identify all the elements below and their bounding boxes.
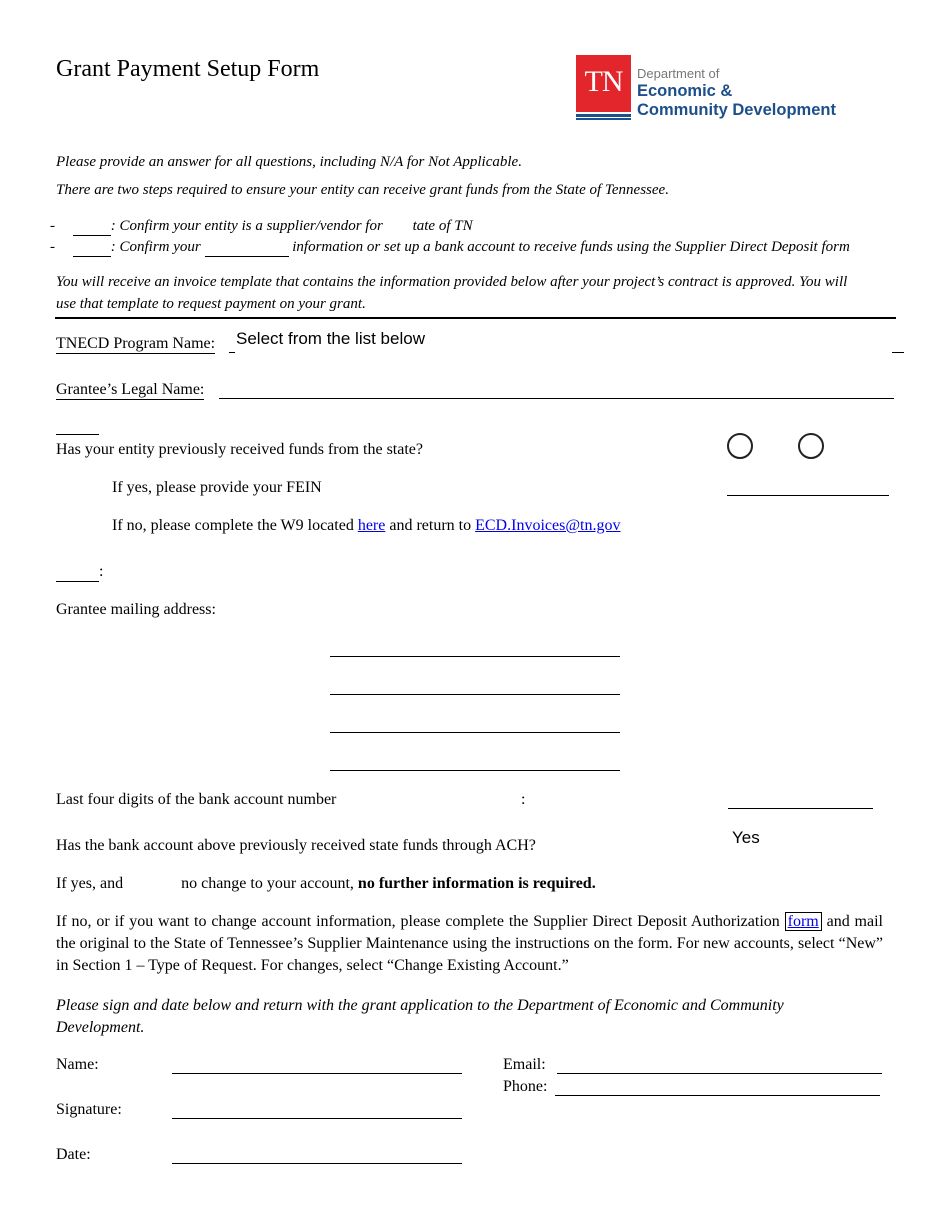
step-2-text: : Confirm your xyxy=(110,239,201,255)
state-funds-yes-radio[interactable] xyxy=(727,433,753,459)
signature-label: Signature: xyxy=(56,1101,122,1118)
state-funds-no-radio[interactable] xyxy=(798,433,824,459)
invoice-line-1: You will receive an invoice template that contains the information provided below after your project’s contract is approved. You will xyxy=(56,274,848,290)
step-1-bullet: - xyxy=(50,218,55,234)
address-line-2-field[interactable] xyxy=(330,694,620,695)
fein-prompt: If yes, please provide your FEIN xyxy=(112,479,322,496)
logo-dept-prefix: Department of xyxy=(637,66,720,81)
legal-name-label-text: Grantee’s Legal Name: xyxy=(56,381,205,398)
logo-dept-line1: Economic & xyxy=(637,82,733,100)
email-field[interactable] xyxy=(557,1073,882,1074)
address-line-1-field[interactable] xyxy=(330,656,620,657)
change-text-a: If no, or if you want to change account information, please complete the Supplier Direct Deposit Authorization xyxy=(56,913,780,930)
last-four-field[interactable] xyxy=(728,808,873,809)
address-line-4-field[interactable] xyxy=(330,770,620,771)
intro-line-2: There are two steps required to ensure your entity can receive grant funds from the State of Tennessee. xyxy=(56,182,669,198)
program-select-end xyxy=(892,352,904,353)
last-four-colon: : xyxy=(521,791,526,808)
state-funds-blank[interactable] xyxy=(56,434,99,435)
step-1 xyxy=(50,218,473,236)
mailing-colon-row xyxy=(56,563,103,582)
step-2-bullet: - xyxy=(50,239,55,255)
date-label: Date: xyxy=(56,1146,91,1163)
tnecd-logo xyxy=(576,55,846,121)
section-divider xyxy=(55,317,896,319)
ach-answer-select[interactable]: Yes xyxy=(732,828,760,847)
phone-label: Phone: xyxy=(503,1078,548,1095)
name-label: Name: xyxy=(56,1056,99,1073)
state-funds-question: Has your entity previously received funds from the state? xyxy=(56,441,423,458)
program-select-underline xyxy=(229,352,235,353)
logo-stripe-thin xyxy=(576,118,631,120)
intro-line-1: Please provide an answer for all questions, including N/A for Not Applicable. xyxy=(56,154,522,170)
w9-prefix: If no, please complete the W9 located xyxy=(112,517,354,534)
phone-field[interactable] xyxy=(555,1095,880,1096)
step-1-blank[interactable] xyxy=(73,218,111,236)
logo-dept-name xyxy=(637,82,836,120)
date-field[interactable] xyxy=(172,1163,462,1164)
step-2-blank[interactable] xyxy=(73,239,111,257)
yes-bold: no further information is required. xyxy=(357,875,596,892)
logo-dept-line2: Community Development xyxy=(637,101,836,119)
invoice-line-2: use that template to request payment on your grant. xyxy=(56,296,366,312)
change-account-paragraph xyxy=(56,911,883,977)
legal-name-label xyxy=(56,381,204,400)
change-text-b: and mail the original to the State of Tennessee’s Supplier Maintenance using the instructions on the form. For new accounts, select “New” in Section 1 – Type of Request. For changes, select “Change Existing Account.” xyxy=(56,913,883,974)
signature-field[interactable] xyxy=(172,1118,462,1119)
legal-name-field[interactable] xyxy=(219,398,894,399)
name-field[interactable] xyxy=(172,1073,462,1074)
invoices-email-link[interactable]: ECD.Invoices@tn.gov xyxy=(475,517,621,534)
no-change-note xyxy=(56,875,596,893)
w9-instructions xyxy=(112,517,621,535)
fein-field[interactable] xyxy=(727,495,889,496)
deposit-form-link[interactable]: form xyxy=(785,912,822,931)
mailing-colon: : xyxy=(99,563,104,580)
email-label: Email: xyxy=(503,1056,546,1073)
step-1-text-end: tate of TN xyxy=(412,218,473,234)
step-1-text: : Confirm your entity is a supplier/vendor for xyxy=(110,218,383,234)
yes-mid: no change to your account, xyxy=(181,875,354,892)
last-four-label: Last four digits of the bank account number xyxy=(56,791,337,808)
program-name-label-text: TNECD Program Name: xyxy=(56,335,216,352)
logo-stripe xyxy=(576,114,631,117)
w9-link[interactable]: here xyxy=(357,517,386,534)
address-line-3-field[interactable] xyxy=(330,732,620,733)
step-2-text-end: information or set up a bank account to receive funds using the Supplier Direct Deposit form xyxy=(292,239,850,255)
mailing-address-label: Grantee mailing address: xyxy=(56,601,216,618)
program-name-select[interactable]: Select from the list below xyxy=(236,329,425,348)
step-2 xyxy=(50,239,850,257)
yes-prefix: If yes, and xyxy=(56,875,124,892)
tn-logo-text: TN xyxy=(584,65,623,98)
mailing-blank[interactable] xyxy=(56,563,99,582)
program-name-label xyxy=(56,335,215,354)
step-2-field-blank[interactable] xyxy=(205,239,289,257)
sign-instruction: Please sign and date below and return with the grant application to the Department of Economic and Community Development. xyxy=(56,997,784,1036)
w9-mid: and return to xyxy=(389,517,472,534)
ach-question: Has the bank account above previously received state funds through ACH? xyxy=(56,837,536,854)
form-title: Grant Payment Setup Form xyxy=(56,56,320,82)
